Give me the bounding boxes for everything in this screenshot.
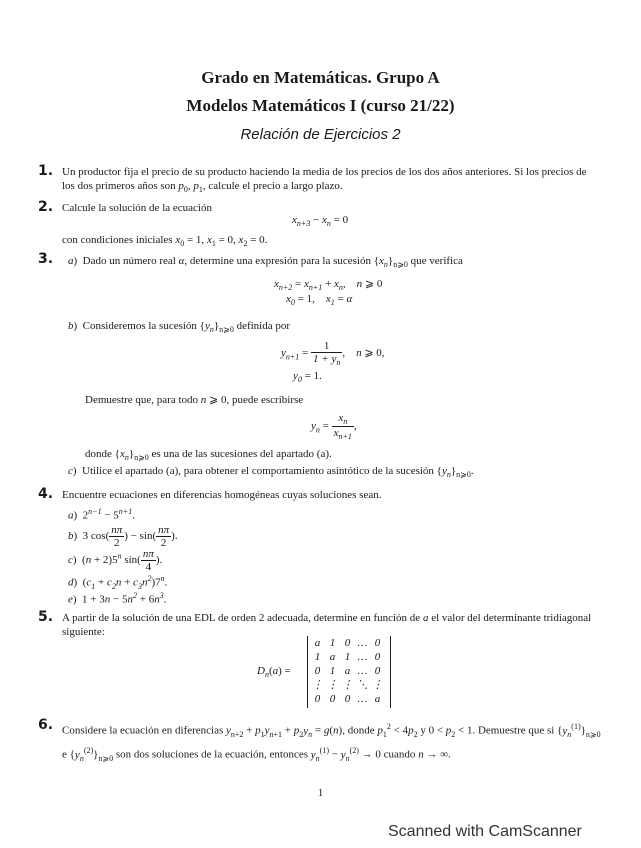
worksheet-subtitle: Relación de Ejercicios 2 <box>240 126 401 143</box>
exercise-3b-demonstrate: Demuestre que, para todo n ⩾ 0, puede escribirse <box>85 394 304 406</box>
exercise-3b-initial: $y_0 = 1$. <box>293 370 322 385</box>
exercise-4d: d) $(c_1 + c_2n + c_3n^2)7^n$. <box>68 574 168 591</box>
exercise-5-number: 5. <box>38 609 54 625</box>
exercise-3b-text: b) Consideremos la sucesión $\{y_n\}_{n⩾0}$ definida por <box>68 320 291 335</box>
exercise-5-determinant-matrix: a 1 0 … 0 1 a 1 … 0 0 1 a … 0 ⋮ ⋮ ⋮ ⋱ ⋮ 0 0 0 … a <box>307 636 391 708</box>
exercise-3b-where: donde $\{x_n\}_{n⩾0}$ es una de las sucesiones del apartado (a). <box>85 448 332 463</box>
exercise-4-number: 4. <box>38 486 54 502</box>
exercise-5-determinant-label: $D_n(a)$ = <box>257 665 291 680</box>
exercise-3a-initial: $x_0 = 1$, $x_1 = \alpha$ <box>286 293 353 308</box>
exercise-3-number: 3. <box>38 251 54 267</box>
exercise-6-number: 6. <box>38 717 54 733</box>
page-number: 1 <box>317 787 324 799</box>
exercise-1-text: Un productor fija el precio de su producto haciendo la media de los precios de los dos años anteriores. Si los precios de los dos primeros años son $p_0$, $p_1$, calcule el precio a largo plazo. <box>62 166 587 195</box>
exercise-3c-text: c) Utilice el apartado (a), para obtener el comportamiento asintótico de la sucesión $\{y_n\}_{n⩾0}$. <box>68 465 474 480</box>
camscanner-watermark: Scanned with CamScanner <box>388 823 582 840</box>
exercise-3b-formula: $y_n$ = $\frac{x_n}{x_{n+1}}$ , <box>311 412 357 442</box>
exercise-4a: a) $2^{n-1} - 5^{n+1}$. <box>68 507 135 522</box>
exercise-5-text: A partir de la solución de una EDL de orden 2 adecuada, determine en función de a el valor del determinante tridiagonal siguiente: <box>62 612 592 638</box>
exercise-4b: b) 3 cos( $\frac{n\pi}{2}$ ) − sin( $\frac{n\pi}{2}$ ). <box>68 524 178 549</box>
exercise-1-number: 1. <box>38 163 54 179</box>
exercise-2-number: 2. <box>38 199 54 215</box>
course-title: Modelos Matemáticos I (curso 21/22) <box>186 96 455 115</box>
exercise-4-text: Encuentre ecuaciones en diferencias homogéneas cuyas soluciones sean. <box>62 489 382 501</box>
exercise-3b-recurrence: $y_{n+1}$ = $\frac{1}{1 + y_n}$ , n ⩾ 0, <box>281 340 385 368</box>
exercise-4c: c) $(n + 2)5^n$ sin( $\frac{n\pi}{4}$ ). <box>68 548 163 573</box>
document-title: Grado en Matemáticas. Grupo A <box>201 68 440 87</box>
exercise-6-text: Considere la ecuación en diferencias $y_{n+2} + p_1y_{n+1} + p_2y_n = g(n)$, donde $p_1^2 < 4p_2$ y $0 < p_2 < 1$. Demuestre que si $\{y_n^{(1)}\}_{n⩾0}$ e $\{y_n^{(2)}\}_{n⩾0}$ son dos soluciones de la ecuación, entonces $y_n^{(1)} - y_n^{(2)} \to 0$ cuando n → ∞. <box>62 722 601 763</box>
exercise-2-initial-conditions: con condiciones iniciales $x_0 = 1$, $x_1 = 0$, $x_2 = 0$. <box>62 234 268 249</box>
exercise-4e: e) $1 + 3n - 5n^2 + 6n^3$. <box>68 591 167 606</box>
exercise-2-equation: $x_{n+3} - x_n = 0$ <box>292 214 349 229</box>
exercise-3a-recurrence: $x_{n+2} = x_{n+1} + x_n$, n ⩾ 0 <box>274 278 383 293</box>
exercise-2-text: Calcule la solución de la ecuación <box>62 202 212 214</box>
exercise-3a-text: a) Dado un número real α, determine una expresión para la sucesión $\{x_n\}_{n⩾0}$ que verifica <box>68 255 463 270</box>
